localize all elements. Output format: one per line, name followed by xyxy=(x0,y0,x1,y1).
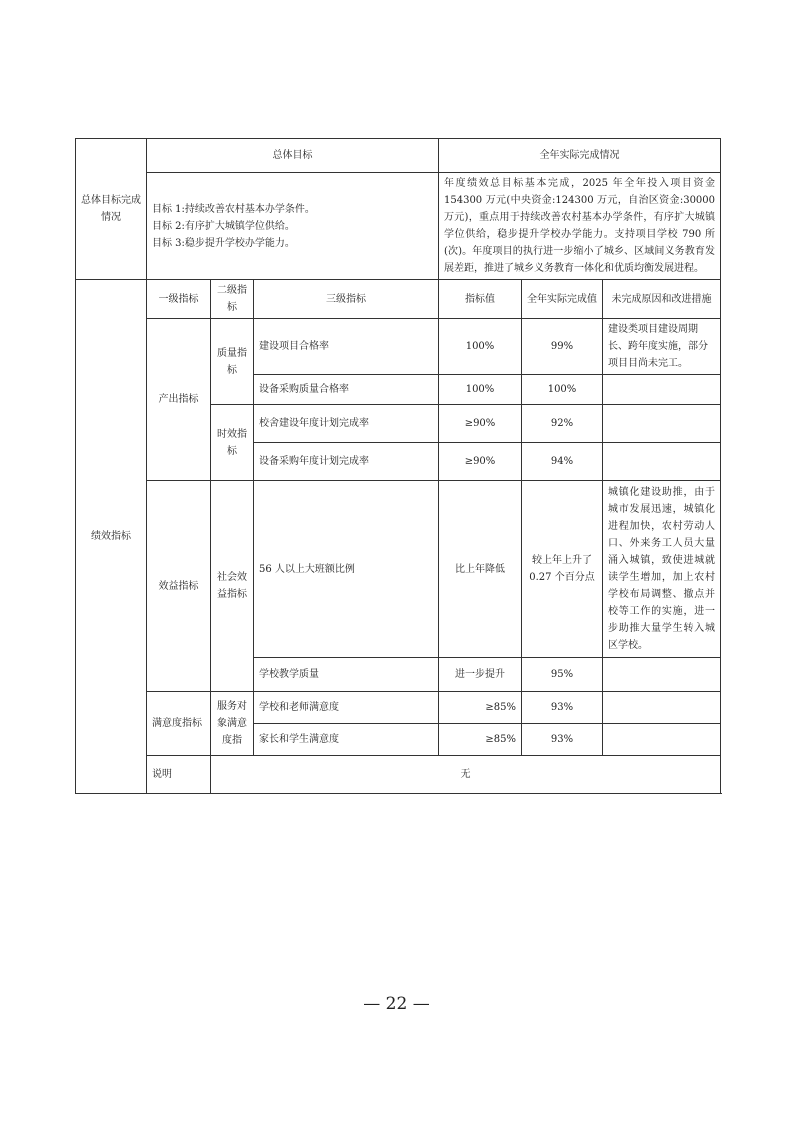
indicator-target: 100% xyxy=(439,319,522,375)
performance-section-label: 绩效指标 xyxy=(76,280,147,794)
indicator-target: ≥85% xyxy=(439,692,522,724)
overview-actual-text: 年度绩效总目标基本完成，2025 年全年投入项目资金 154300 万元(中央资金:124300 万元，自治区资金:30000 万元)，重点用于持续改善农村基本办学条件，有序扩大城镇学位供给，稳步提升学校办学能力。支持项目学校 790 所(次)。年度项目的执行进一步缩小了城乡、区域间义务教育发展差距，推进了城乡义务教育一体化和优质均衡发展进程。 xyxy=(439,173,721,280)
note-label: 说明 xyxy=(147,756,211,794)
indicator-target: 比上年降低 xyxy=(439,481,522,658)
indicator-name: 设备采购质量合格率 xyxy=(254,375,439,405)
overview-goals-cell xyxy=(147,173,439,280)
indicator-actual: 93% xyxy=(522,724,603,756)
overview-goal-header: 总体目标 xyxy=(147,139,439,173)
indicator-actual: 95% xyxy=(522,658,603,692)
indicator-name: 家长和学生满意度 xyxy=(254,724,439,756)
indicator-actual: 93% xyxy=(522,692,603,724)
indicator-actual: 较上年上升了 0.27 个百分点 xyxy=(522,481,603,658)
indicator-actual: 99% xyxy=(522,319,603,375)
indicator-reason xyxy=(603,375,721,405)
indicator-target: 进一步提升 xyxy=(439,658,522,692)
overview-row-label: 总体目标完成情况 xyxy=(76,139,147,280)
header-actual: 全年实际完成值 xyxy=(522,280,603,319)
performance-report-table xyxy=(75,138,721,794)
group-output: 产出指标 xyxy=(147,319,211,481)
group-satisfaction: 满意度指标 xyxy=(147,692,211,756)
header-reason: 未完成原因和改进措施 xyxy=(603,280,721,319)
goal-item: 目标 3:稳步提升学校办学能力。 xyxy=(152,237,295,249)
overview-actual-header: 全年实际完成情况 xyxy=(439,139,721,173)
group-benefit: 效益指标 xyxy=(147,481,211,692)
indicator-reason xyxy=(603,658,721,692)
indicator-name: 学校教学质量 xyxy=(254,658,439,692)
page-number: — 22 — xyxy=(363,994,430,1014)
indicator-actual: 100% xyxy=(522,375,603,405)
indicator-reason xyxy=(603,405,721,443)
note-value: 无 xyxy=(211,756,721,794)
indicator-name: 校舍建设年度计划完成率 xyxy=(254,405,439,443)
goal-item: 目标 2:有序扩大城镇学位供给。 xyxy=(152,220,295,232)
subgroup-quality: 质量指标 xyxy=(211,319,254,405)
indicator-reason: 城镇化建设助推，由于城市发展迅速，城镇化进程加快，农村劳动人口、外来务工人员大量涌入城镇，致使进城就读学生增加，加上农村学校布局调整、撤点并校等工作的实施，进一步助推大量学生转入城区学校。 xyxy=(603,481,721,658)
subgroup-service: 服务对象满意度指 xyxy=(211,692,254,756)
header-level3: 三级指标 xyxy=(254,280,439,319)
indicator-target: ≥90% xyxy=(439,405,522,443)
header-level1: 一级指标 xyxy=(147,280,211,319)
indicator-reason xyxy=(603,443,721,481)
indicator-target: ≥90% xyxy=(439,443,522,481)
indicator-reason xyxy=(603,724,721,756)
indicator-actual: 94% xyxy=(522,443,603,481)
indicator-reason xyxy=(603,692,721,724)
indicator-name: 学校和老师满意度 xyxy=(254,692,439,724)
indicator-name: 建设项目合格率 xyxy=(254,319,439,375)
indicator-actual: 92% xyxy=(522,405,603,443)
goal-item: 目标 1:持续改善农村基本办学条件。 xyxy=(152,203,315,215)
indicator-name: 设备采购年度计划完成率 xyxy=(254,443,439,481)
header-target: 指标值 xyxy=(439,280,522,319)
indicator-reason: 建设类项目建设周期长、跨年度实施，部分项目目尚未完工。 xyxy=(603,319,721,375)
subgroup-timeliness: 时效指标 xyxy=(211,405,254,481)
indicator-target: ≥85% xyxy=(439,724,522,756)
indicator-target: 100% xyxy=(439,375,522,405)
header-level2: 二级指标 xyxy=(211,280,254,319)
indicator-name: 56 人以上大班额比例 xyxy=(254,481,439,658)
subgroup-social: 社会效益指标 xyxy=(211,481,254,692)
